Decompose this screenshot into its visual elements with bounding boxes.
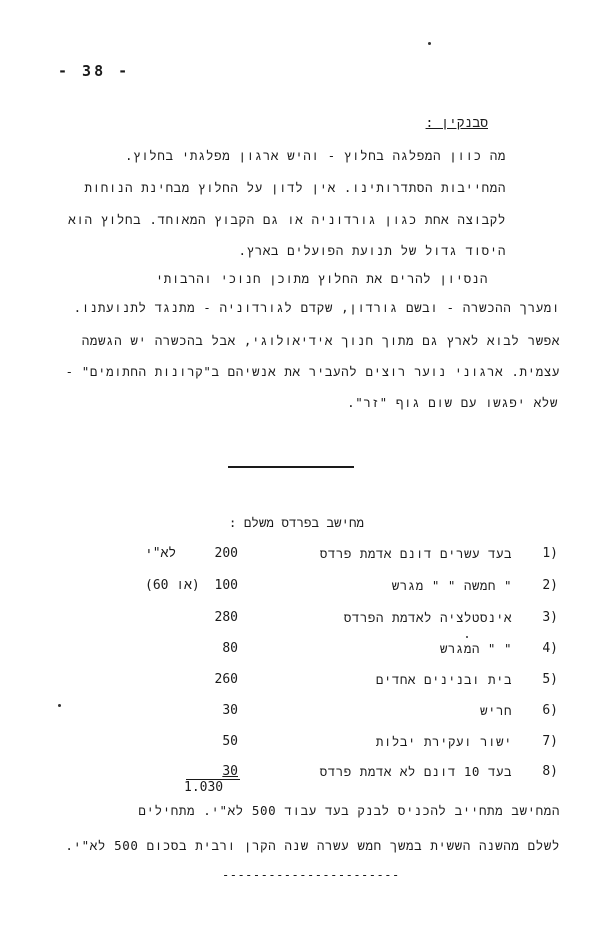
item-description: " חמשה " " מגרש [391,578,512,593]
item-number: 4) [542,641,558,656]
item-note: לא"י [145,546,177,561]
item-amount: 260 [214,672,238,687]
item-description: בעד עשרים דונם אדמת פרדס [319,546,512,561]
budget-title: מחישב בפרדס משלם : [228,515,364,530]
paragraph-line: שלא יפגשו עם שום גוף "זר". [347,395,558,410]
budget-total: 1.030 [184,780,224,795]
item-number: 5) [542,672,558,687]
item-number: 8) [542,764,558,779]
item-amount: 200 [214,546,238,561]
scan-speck [428,42,431,45]
section-divider [228,466,354,468]
item-number: 3) [542,610,558,625]
item-description: ישור ועקירת יבלות [375,734,512,749]
paragraph-line: לקבוצה אחת כגון גורדוניה או גם הקבוץ המאוחד. בחלוץ הוא [68,212,506,227]
paragraph-line: הנסיון להרים את החלוץ מתוכן חנוכי והרבותי [155,271,488,286]
item-description: " " המגרש [439,641,512,656]
item-number: 6) [542,703,558,718]
item-amount: 80 [222,641,238,656]
budget-item [0,641,600,661]
item-number: 7) [542,734,558,749]
paragraph-line: אפשר לבוא לארץ גם מתוך חנוך אידיאולוגי, אבל בהכשרה יש הגשמה [81,333,560,348]
paragraph-line: המחייבות הסתדרותינו. אין לדון על החלוץ מבחינת הנוחות [84,180,506,195]
end-rule: ----------------------- [222,868,400,882]
item-amount: 100 [214,578,238,593]
item-amount: 280 [214,610,238,625]
budget-item [0,703,600,723]
item-description: חריש [479,703,512,718]
closing-line: לשלם מהשנה הששית במשך חמש עשרה שנה הקרן ורבית בסכום 500 לא"י. [65,838,560,853]
budget-item [0,546,600,566]
paragraph-line: היסוד גדול של תנועת הפועלים בארץ. [238,243,506,258]
closing-line: המחישב מתחייב להכניס לבנק בעד עבוד 500 לא"י. מתחילים [138,803,560,818]
item-number: 2) [542,578,558,593]
scan-speck [466,636,468,638]
item-note: (או 60) [145,578,200,593]
paragraph-line: מה כוון המפלגה בחלוץ - והיש ארגון מפלגתי בחלוץ. [124,148,506,163]
item-description: אינסטלציה לאדמת הפרדס [343,610,512,625]
item-amount: 30 [222,703,238,718]
budget-item [0,734,600,754]
budget-item [0,764,600,784]
budget-item [0,672,600,692]
item-amount: 50 [222,734,238,749]
budget-item [0,578,600,598]
item-description: בית ובנינים אחדים [375,672,512,687]
speaker-heading: סבנקין : [425,116,488,131]
scan-speck [58,704,61,707]
page-number: - 38 - [58,62,131,80]
paragraph-line: ומערך ההכשרה - ובשם גורדון, שקדם לגורדוניה - מתנגד לתנועתנו. [73,300,560,315]
item-number: 1) [542,546,558,561]
item-amount: 30 [222,764,238,779]
paragraph-line: עצמית. ארגוני נוער רוצים להעביר את אנשיהם ב"קרונות החתומים" - [65,364,560,379]
item-description: בעד 10 דונם לא אדמת פרדס [319,764,512,779]
budget-item [0,610,600,630]
